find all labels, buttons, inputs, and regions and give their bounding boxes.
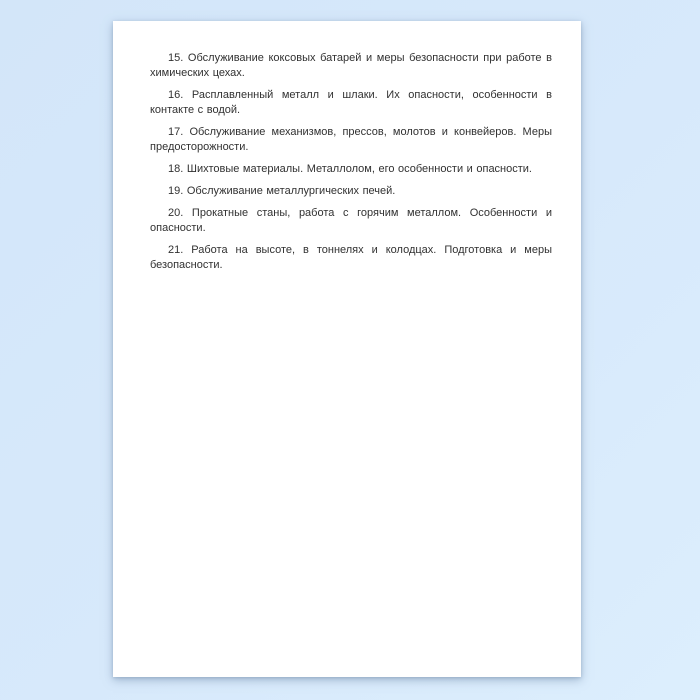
item-number: 20. xyxy=(168,207,184,219)
item-number: 16. xyxy=(168,89,184,101)
document-body xyxy=(150,51,552,273)
item-text: Расплавленный металл и шлаки. Их опасности, особенности в контакте с водой. xyxy=(150,89,552,116)
item-text: Обслуживание коксовых батарей и меры безопасности при работе в химических цехах. xyxy=(150,52,552,79)
list-item-16 xyxy=(150,88,552,118)
list-item-19 xyxy=(150,184,552,199)
list-item-18 xyxy=(150,162,552,177)
list-item-21 xyxy=(150,243,552,273)
document-page xyxy=(113,21,581,677)
item-number: 18. xyxy=(168,163,184,175)
list-item-20 xyxy=(150,206,552,236)
item-number: 21. xyxy=(168,244,184,256)
item-text: Обслуживание металлургических печей. xyxy=(186,185,396,197)
item-text: Работа на высоте, в тоннелях и колодцах. Подготовка и меры безопасности. xyxy=(150,244,553,271)
item-text: Шихтовые материалы. Металлолом, его особенности и опасности. xyxy=(186,163,532,175)
item-text: Обслуживание механизмов, прессов, молотов и конвейеров. Меры предосторожности. xyxy=(150,126,552,153)
list-item-17 xyxy=(150,125,552,155)
item-text: Прокатные станы, работа с горячим металлом. Особенности и опасности. xyxy=(150,207,552,234)
item-number: 17. xyxy=(168,126,184,138)
list-item-15 xyxy=(150,51,552,81)
item-number: 19. xyxy=(168,185,184,197)
item-number: 15. xyxy=(168,52,184,64)
